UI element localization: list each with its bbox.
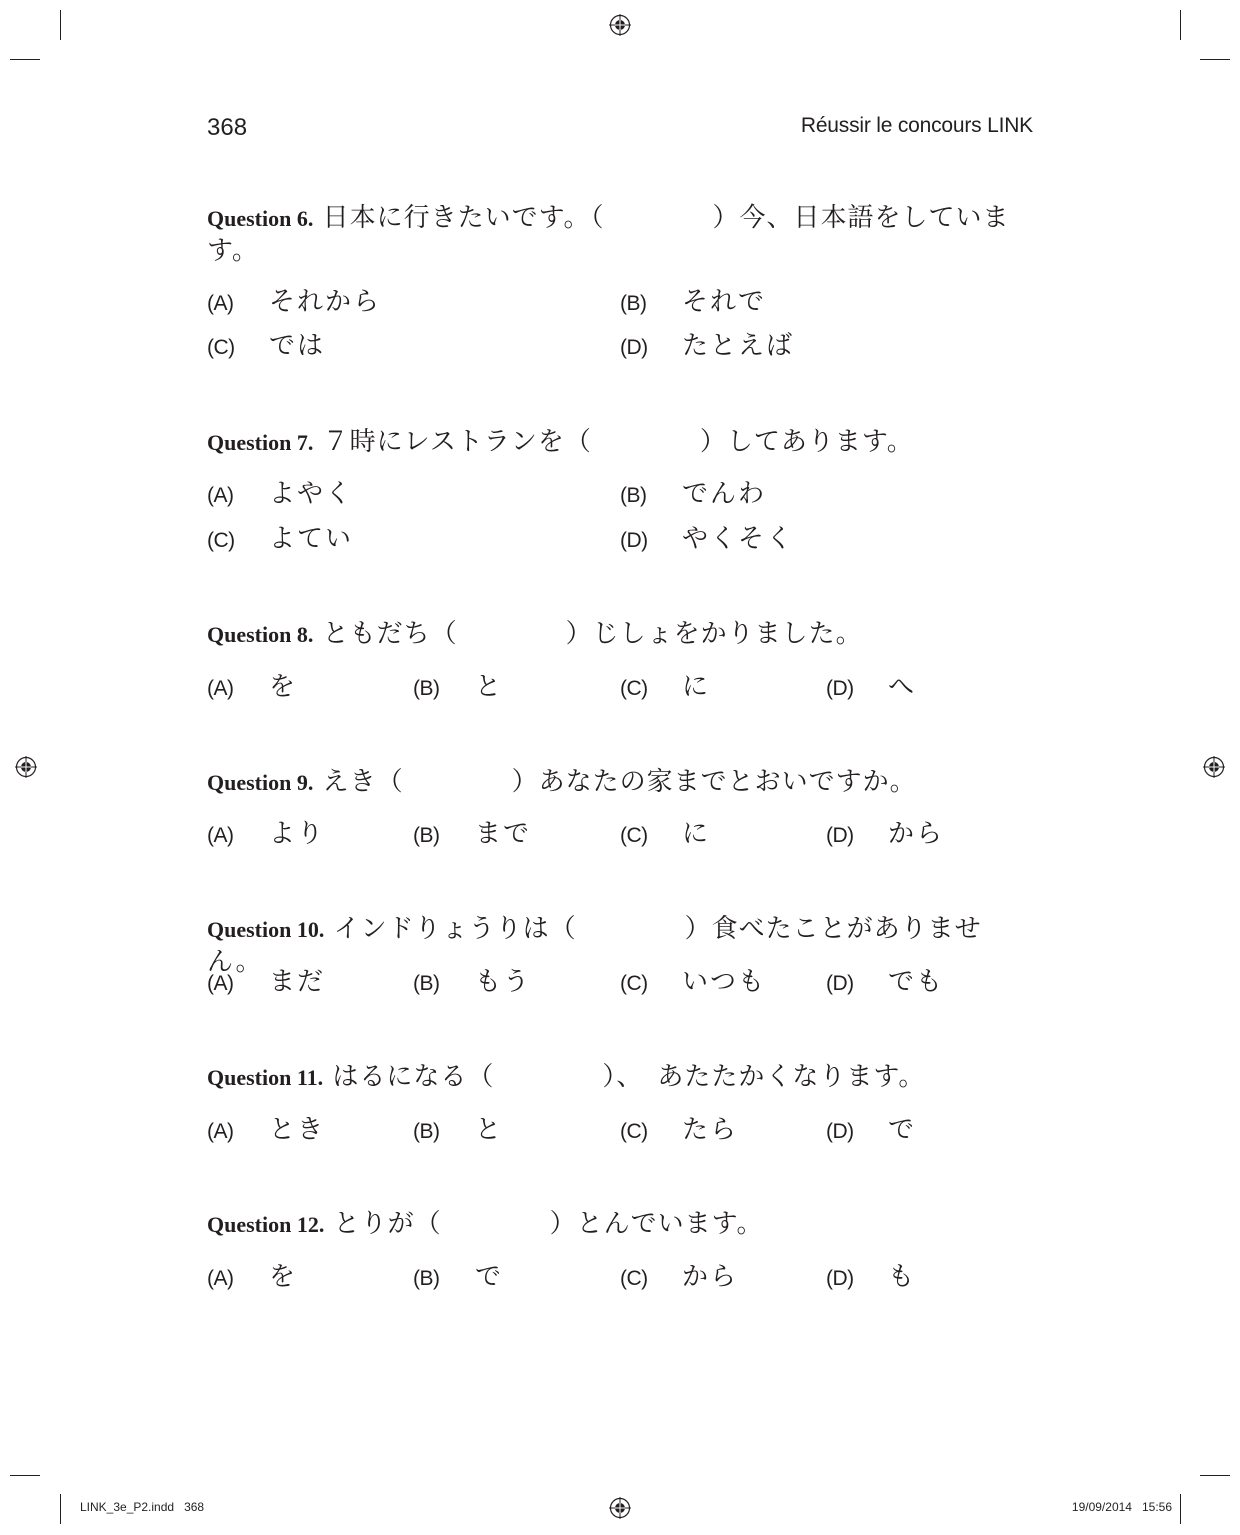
option-letter: (C) [620,1120,648,1143]
option-text: から [682,1262,739,1292]
option-text: を [269,672,298,702]
registration-mark-icon [1203,756,1225,778]
option-text: それから [269,287,382,317]
option-d[interactable] [826,813,944,850]
option-text: それで [682,287,767,317]
question-text: インドりょうりは（ ）食べたことがありません。 [207,914,982,977]
option-text: では [269,331,326,361]
option-letter: (B) [620,292,647,315]
option-text: より [269,819,326,849]
option-letter: (C) [207,336,235,359]
option-letter: (D) [620,336,648,359]
question-text: ７時にレストランを（ ）してあります。 [322,427,914,457]
option-letter: (B) [620,484,647,507]
option-text: まだ [269,967,326,997]
option-text: よやく [269,479,354,509]
option-c[interactable] [620,1109,738,1146]
question-8 [207,618,1037,651]
question-stem [207,202,1037,267]
question-label: Question 10. [207,917,325,942]
question-9 [207,766,1037,799]
option-letter: (D) [826,677,854,700]
option-letter: (A) [207,677,234,700]
question-stem [207,1061,1037,1094]
option-a[interactable] [207,813,325,850]
option-text: たら [682,1115,739,1145]
option-a[interactable] [207,281,381,318]
option-letter: (B) [413,1120,440,1143]
option-letter: (A) [207,1120,234,1143]
question-label: Question 6. [207,206,314,231]
page-number: 368 [207,114,248,141]
option-b[interactable] [620,281,766,318]
option-text: に [682,672,711,702]
option-d[interactable] [826,1256,916,1293]
option-text: とき [269,1115,326,1145]
question-text: はるになる（ ）、 あたたかくなります。 [332,1062,926,1092]
option-b[interactable] [413,666,503,703]
option-text: もう [475,967,532,997]
option-letter: (D) [826,824,854,847]
question-stem [207,426,1037,459]
question-stem [207,766,1037,799]
option-text: やくそく [682,524,795,554]
option-letter: (C) [620,824,648,847]
option-letter: (A) [207,972,234,995]
option-d[interactable] [620,518,794,555]
option-text: を [269,1262,298,1292]
crop-mark-top-right-horizontal [1200,59,1230,60]
option-a[interactable] [207,473,353,510]
question-label: Question 8. [207,622,314,647]
option-d[interactable] [620,325,794,362]
option-c[interactable] [620,666,710,703]
option-letter: (A) [207,824,234,847]
option-text: たとえば [682,331,795,361]
option-letter: (A) [207,484,234,507]
option-d[interactable] [826,1109,916,1146]
option-c[interactable] [207,518,353,555]
option-text: でんわ [682,479,767,509]
option-b[interactable] [413,1256,503,1293]
option-c[interactable] [620,813,710,850]
question-6 [207,202,1037,267]
option-text: まで [475,819,532,849]
crop-mark-bottom-right-horizontal [1200,1475,1230,1476]
crop-mark-bottom-left-vertical [60,1494,61,1524]
option-letter: (B) [413,972,440,995]
crop-mark-top-left-vertical [60,10,61,40]
option-text: と [475,672,504,702]
question-label: Question 7. [207,430,314,455]
option-text: いつも [682,967,767,997]
option-letter: (C) [620,1267,648,1290]
option-letter: (A) [207,292,234,315]
option-text: から [888,819,945,849]
option-a[interactable] [207,961,325,998]
question-text: ともだち（ ）じしょをかりました。 [322,619,863,649]
option-text: よてい [269,524,354,554]
option-c[interactable] [620,961,766,998]
option-letter: (B) [413,1267,440,1290]
option-letter: (D) [826,1120,854,1143]
option-letter: (C) [620,677,648,700]
option-d[interactable] [826,666,916,703]
option-d[interactable] [826,961,944,998]
crop-mark-bottom-left-horizontal [10,1475,40,1476]
question-11 [207,1061,1037,1094]
option-b[interactable] [413,813,531,850]
option-text: で [475,1262,504,1292]
registration-mark-icon [609,14,631,36]
question-label: Question 9. [207,770,314,795]
question-stem [207,1208,1037,1241]
option-a[interactable] [207,1109,325,1146]
option-letter: (C) [207,529,235,552]
option-b[interactable] [620,473,766,510]
book-title: Réussir le concours LINK [800,114,1033,137]
option-b[interactable] [413,1109,503,1146]
option-c[interactable] [620,1256,738,1293]
question-text: とりが（ ）とんでいます。 [333,1209,764,1239]
option-text: で [888,1115,917,1145]
slug-date-info: 19/09/2014 15:56 [1071,1500,1172,1514]
option-c[interactable] [207,325,325,362]
option-letter: (C) [620,972,648,995]
crop-mark-bottom-right-vertical [1180,1494,1181,1524]
option-letter: (B) [413,824,440,847]
slug-file-info: LINK_3e_P2.indd 368 [80,1500,205,1514]
crop-mark-top-right-vertical [1180,10,1181,40]
option-b[interactable] [413,961,531,998]
question-12 [207,1208,1037,1241]
question-text: 日本に行きたいです。（ ）今、日本語をしています。 [207,203,1010,266]
option-text: へ [888,672,917,702]
registration-mark-icon [15,756,37,778]
question-text: えき（ ）あなたの家までとおいですか。 [322,767,917,797]
question-label: Question 11. [207,1065,324,1090]
question-7 [207,426,1037,459]
option-text: に [682,819,711,849]
option-text: でも [888,967,945,997]
question-label: Question 12. [207,1212,325,1237]
option-letter: (D) [826,972,854,995]
option-letter: (A) [207,1267,234,1290]
option-a[interactable] [207,1256,297,1293]
option-letter: (B) [413,677,440,700]
option-text: も [888,1262,917,1292]
option-a[interactable] [207,666,297,703]
crop-mark-top-left-horizontal [10,59,40,60]
option-letter: (D) [620,529,648,552]
option-letter: (D) [826,1267,854,1290]
question-stem [207,618,1037,651]
registration-mark-icon [609,1497,631,1519]
option-text: と [475,1115,504,1145]
